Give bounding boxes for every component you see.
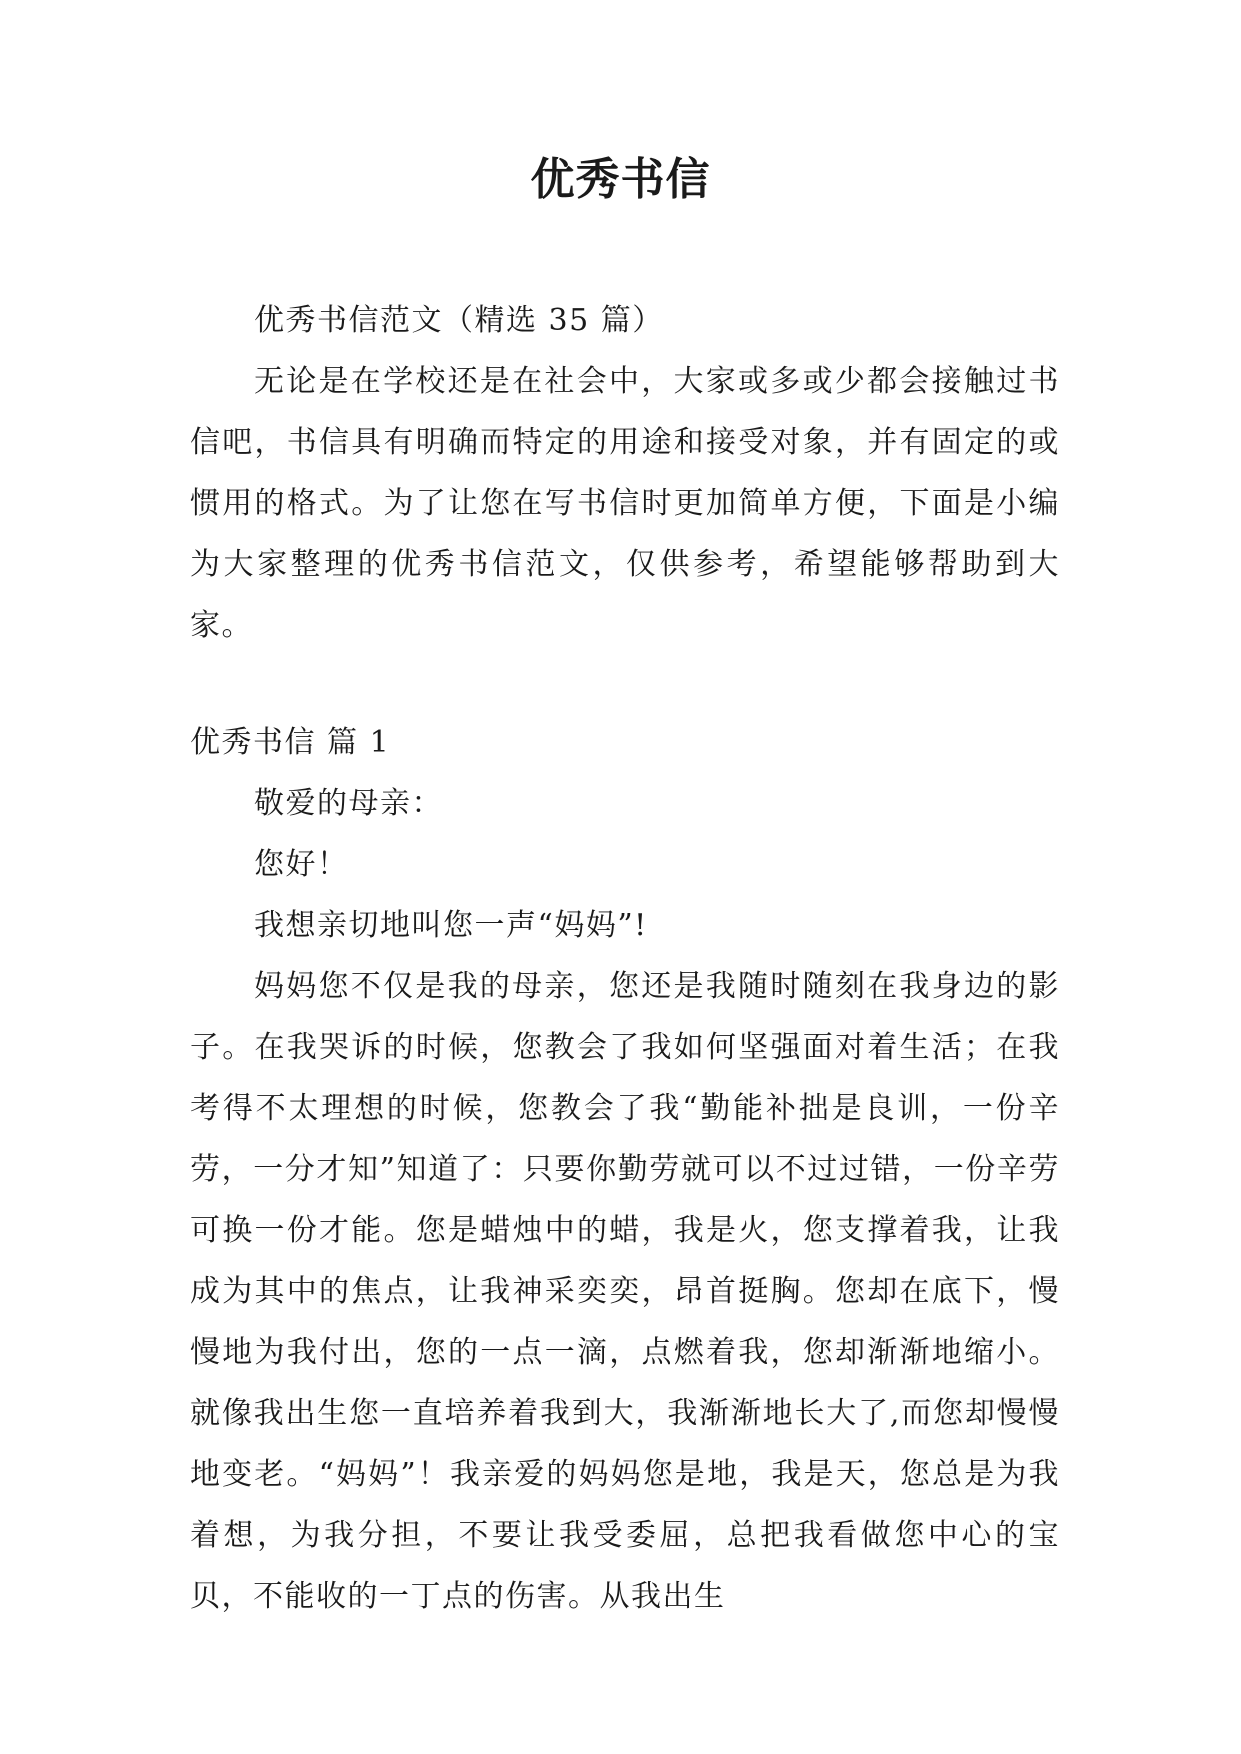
section-heading-1: 优秀书信 篇 1 [190, 725, 391, 760]
letter-greeting: 您好！ [254, 847, 349, 882]
letter-salutation: 敬爱的母亲： [254, 786, 443, 821]
document-subtitle: 优秀书信范文（精选 35 篇） [254, 303, 664, 338]
section-spacer [190, 656, 1060, 712]
intro-paragraph: 无论是在学校还是在社会中，大家或多或少都会接触过书信吧，书信具有明确而特定的用途和接受对象，并有固定的或惯用的格式。为了让您在写书信时更加简单方便，下面是小编为大家整理的优秀书信范文，仅供参考，希望能够帮助到大家。 [190, 364, 1060, 643]
letter-opening-line: 我想亲切地叫您一声“妈妈”! [254, 908, 648, 943]
letter-paragraph: 妈妈您不仅是我的母亲，您还是我随时随刻在我身边的影子。在我哭诉的时候，您教会了我如何坚强面对着生活；在我考得不太理想的时候，您教会了我“勤能补拙是良训，一份辛劳，一分才知”知道了：只要你勤劳就可以不过过错，一份辛劳可换一份才能。您是蜡烛中的蜡，我是火，您支撑着我，让我成为其中的焦点，让我神采奕奕，昂首挺胸。您却在底下，慢慢地为我付出，您的一点一滴，点燃着我，您却渐渐地缩小。就像我出生您一直培养着我到大，我渐渐地长大了,而您却慢慢地变老。“妈妈”！我亲爱的妈妈您是地，我是天，您总是为我着想，为我分担，不要让我受委屈，总把我看做您中心的宝贝，不能收的一丁点的伤害。从我出生 [190, 969, 1060, 1614]
document-title: 优秀书信 [530, 154, 711, 205]
document-body [190, 290, 1060, 1627]
